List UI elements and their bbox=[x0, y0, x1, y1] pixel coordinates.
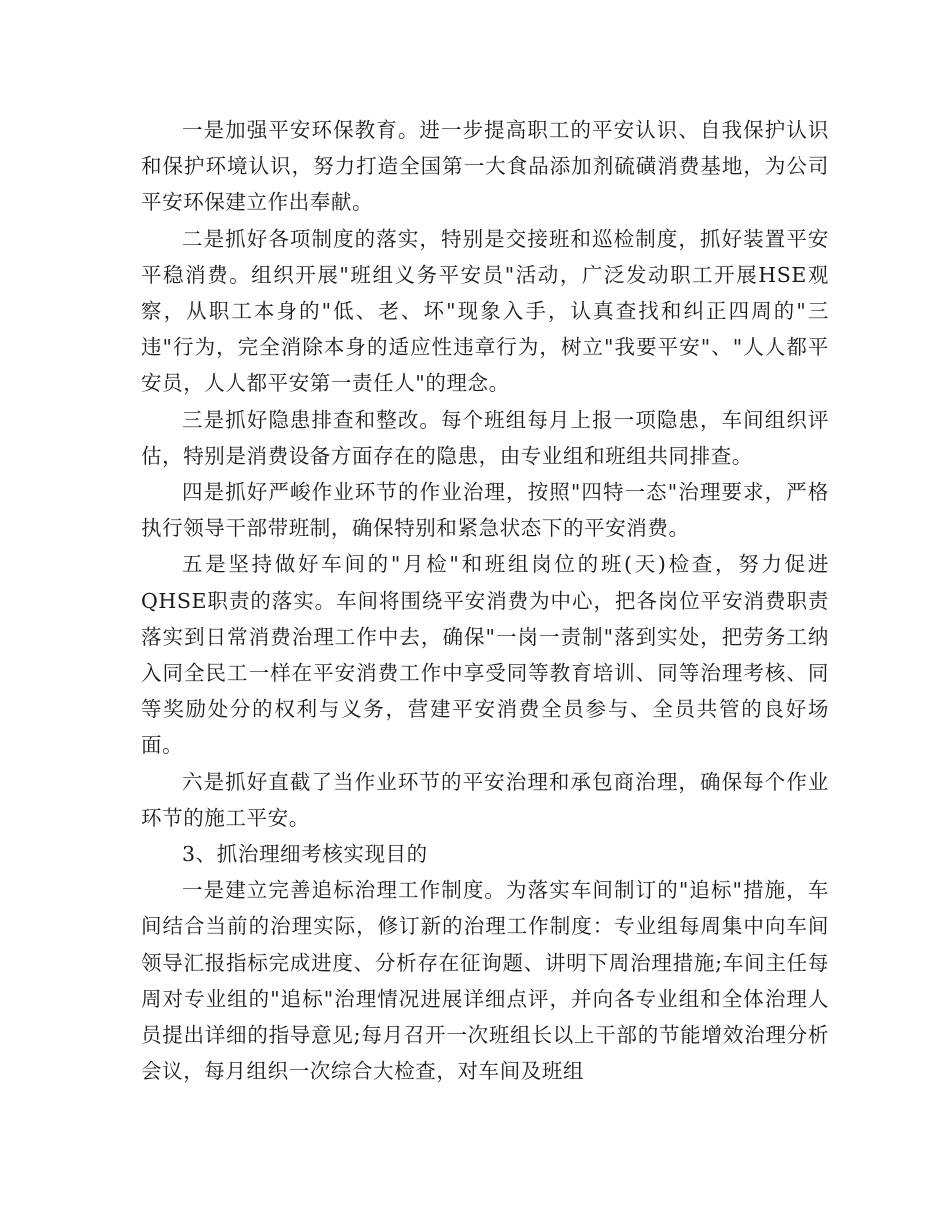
paragraph-hazard-inspection: 三是抓好隐患排查和整改。每个班组每月上报一项隐患，车间组织评估，特别是消费设备方面存在的隐患，由专业组和班组共同排查。 bbox=[141, 407, 829, 468]
paragraph-monthly-inspection: 五是坚持做好车间的"月检"和班组岗位的班(天)检查，努力促进QHSE职责的落实。车间将围绕平安消费为中心，把各岗位平安消费职责落实到日常消费治理工作中去，确保"一岗一责制"落到实处，把劳务工纳入同全民工一样在平安消费工作中享受同等教育培训、同等治理考核、同等奖励处分的权利与义务，营建平安消费全员参与、全员共管的良好场面。 bbox=[141, 552, 829, 758]
paragraph-system-implementation: 二是抓好各项制度的落实，特别是交接班和巡检制度，抓好装置平安平稳消费。组织开展"班组义务平安员"活动，广泛发动职工开展HSE观察，从职工本身的"低、老、坏"现象入手，认真查找和纠正四周的"三违"行为，完全消除本身的适应性违章行为，树立"我要平安"、"人人都平安员，人人都平安第一责任人"的理念。 bbox=[141, 226, 829, 396]
paragraph-critical-operations: 四是抓好严峻作业环节的作业治理，按照"四特一态"治理要求，严格执行领导干部带班制，确保特别和紧急状态下的平安消费。 bbox=[141, 480, 829, 541]
paragraph-contractor-management: 六是抓好直截了当作业环节的平安治理和承包商治理，确保每个作业环节的施工平安。 bbox=[141, 769, 829, 830]
paragraph-safety-education: 一是加强平安环保教育。进一步提高职工的平安认识、自我保护认识和保护环境认识，努力打造全国第一大食品添加剂硫磺消费基地，为公司平安环保建立作出奉献。 bbox=[141, 118, 829, 215]
section-heading: 3、抓治理细考核实现目的 bbox=[182, 842, 428, 867]
paragraph-target-tracking: 一是建立完善追标治理工作制度。为落实车间制订的"追标"措施，车间结合当前的治理实际，修订新的治理工作制度：专业组每周集中向车间领导汇报指标完成进度、分析存在征询题、讲明下周治理措施;车间主任每周对专业组的"追标"治理情况进展详细点评，并向各专业组和全体治理人员提出详细的指导意见;每月召开一次班组长以上干部的节能增效治理分析会议，每月组织一次综合大检查，对车间及班组 bbox=[141, 878, 829, 1084]
document-body bbox=[141, 112, 829, 1089]
